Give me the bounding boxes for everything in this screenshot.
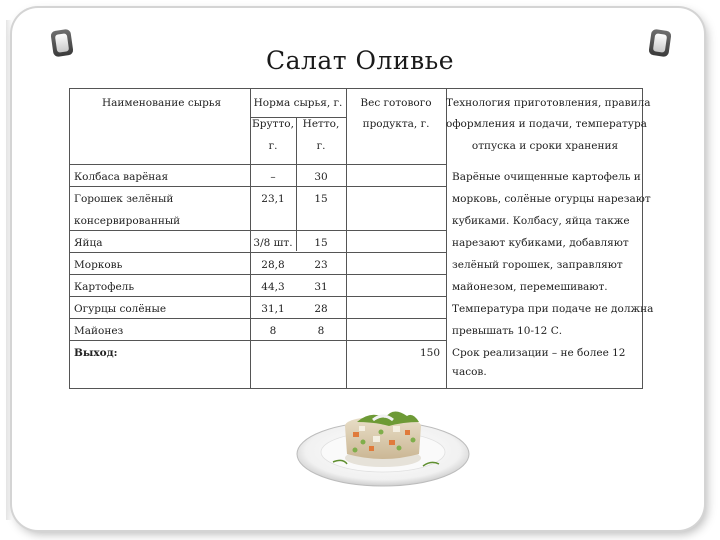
ingredient-netto: 15 <box>314 237 328 249</box>
header-netto: Нетто, <box>302 118 340 130</box>
ingredient-name: Майонез <box>74 325 124 337</box>
tech-line: превышать 10-12 С. <box>452 325 563 337</box>
table-divider <box>446 89 447 388</box>
header-brutto-unit: г. <box>268 140 278 152</box>
ingredient-netto: 8 <box>317 325 325 337</box>
header-tech: Технология приготовления, правила <box>446 97 651 109</box>
table-divider <box>70 340 446 341</box>
header-name: Наименование сырья <box>102 97 222 109</box>
ingredient-netto: 15 <box>314 193 328 205</box>
tech-line: майонезом, перемешивают. <box>452 281 608 293</box>
tech-line: зелёный горошек, заправляют <box>452 259 623 271</box>
ingredient-brutto: 31,1 <box>261 303 285 315</box>
header-tech-3: отпуска и сроки хранения <box>471 140 619 152</box>
header-weight: Вес готового <box>360 97 432 109</box>
table-divider <box>70 252 446 253</box>
ingredient-name: Яйца <box>74 237 103 249</box>
tech-line: нарезают кубиками, добавляют <box>452 237 629 249</box>
header-netto-unit: г. <box>316 140 326 152</box>
ingredient-netto: 31 <box>314 281 328 293</box>
ingredient-brutto: 8 <box>269 325 277 337</box>
recipe-table <box>69 88 654 389</box>
ingredient-brutto: 28,8 <box>261 259 285 271</box>
header-brutto: Брутто, <box>252 118 294 130</box>
table-divider <box>70 230 446 231</box>
ingredient-netto: 30 <box>314 171 328 183</box>
ingredient-netto: 23 <box>314 259 328 271</box>
ingredient-brutto: – <box>270 171 276 183</box>
ingredient-brutto: 23,1 <box>261 193 285 205</box>
tech-line: часов. <box>452 366 487 378</box>
ingredient-netto: 28 <box>314 303 328 315</box>
table-divider <box>70 164 446 165</box>
output-label: Выход: <box>74 347 118 359</box>
table-divider <box>70 186 446 187</box>
tech-line: Температура при подаче не должна <box>452 303 654 315</box>
header-norm: Норма сырья, г. <box>253 97 343 109</box>
salad-plate-image <box>293 392 473 492</box>
slide-title: Салат Оливье <box>265 46 455 75</box>
ingredient-name-cont: консервированный <box>74 215 181 227</box>
table-divider <box>346 89 347 388</box>
ingredient-name: Горошек зелёный <box>74 193 174 205</box>
output-value: 150 <box>419 347 440 359</box>
header-weight-unit: продукта, г. <box>362 118 430 130</box>
ingredient-name: Колбаса варёная <box>74 171 169 183</box>
ingredient-brutto: 3/8 шт. <box>253 237 293 249</box>
ingredient-brutto: 44,3 <box>261 281 285 293</box>
table-divider <box>70 274 446 275</box>
header-tech-2: оформления и подачи, температура <box>446 118 647 130</box>
ingredient-name: Огурцы солёные <box>74 303 167 315</box>
tech-line: Варёные очищенные картофель и <box>452 171 641 183</box>
table-divider <box>70 296 446 297</box>
table-divider <box>70 318 446 319</box>
ingredient-name: Морковь <box>74 259 123 271</box>
tech-line: морковь, солёные огурцы нарезают <box>452 193 651 205</box>
ingredient-name: Картофель <box>74 281 135 293</box>
tech-line: Срок реализации – не более 12 <box>452 347 626 359</box>
tech-line: кубиками. Колбасу, яйца также <box>452 215 630 227</box>
